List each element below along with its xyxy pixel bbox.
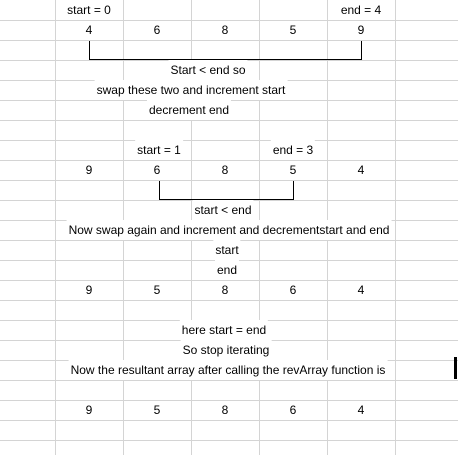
array-cell[interactable]: 6	[153, 163, 161, 177]
array-cell[interactable]: 9	[85, 403, 93, 417]
array-cell[interactable]: 9	[357, 23, 365, 37]
note-text: decrement end	[147, 100, 231, 120]
note-text: end	[215, 260, 239, 280]
array-cell[interactable]: 5	[153, 283, 161, 297]
swap-bracket-left	[159, 181, 160, 199]
array-cell[interactable]: 4	[357, 403, 365, 417]
array-cell[interactable]: 5	[153, 403, 161, 417]
grid-row-line	[0, 160, 458, 161]
array-cell[interactable]: 8	[221, 23, 229, 37]
array-cell[interactable]: 6	[289, 403, 297, 417]
swap-bracket-right	[293, 181, 294, 199]
grid-row-line	[0, 40, 458, 41]
array-cell[interactable]: 4	[85, 23, 93, 37]
note-text: Start < end so	[168, 60, 247, 80]
start-index-label: start = 1	[135, 140, 183, 160]
array-cell[interactable]: 8	[221, 403, 229, 417]
grid-row-line	[0, 300, 458, 301]
grid-row-line	[0, 120, 458, 121]
array-cell[interactable]: 9	[85, 283, 93, 297]
array-cell[interactable]: 9	[85, 163, 93, 177]
swap-bracket-right	[361, 41, 362, 59]
grid-row-line	[0, 420, 458, 421]
array-cell[interactable]: 8	[221, 163, 229, 177]
grid-row-line	[0, 440, 458, 441]
array-cell[interactable]: 5	[289, 23, 297, 37]
array-cell[interactable]: 4	[357, 163, 365, 177]
note-text: swap these two and increment start	[95, 80, 288, 100]
array-cell[interactable]: 6	[153, 23, 161, 37]
grid-row-line	[0, 20, 458, 21]
array-cell[interactable]: 6	[289, 283, 297, 297]
cell-cursor-marker	[454, 357, 457, 379]
array-cell[interactable]: 5	[289, 163, 297, 177]
grid-column-line	[395, 0, 396, 455]
grid-row-line	[0, 280, 458, 281]
grid-row-line	[0, 180, 458, 181]
swap-bracket-left	[89, 41, 90, 59]
array-cell[interactable]: 8	[221, 283, 229, 297]
grid-row-line	[0, 400, 458, 401]
start-index-label: start = 0	[65, 0, 113, 20]
grid-row-line	[0, 140, 458, 141]
note-text: here start = end	[180, 320, 268, 340]
note-text: start	[213, 240, 240, 260]
grid-row-line	[0, 380, 458, 381]
grid-column-line	[55, 0, 56, 455]
note-text: So stop iterating	[181, 340, 272, 360]
end-index-label: end = 3	[271, 140, 315, 160]
note-text: Now swap again and increment and decrementstart and end	[67, 220, 392, 240]
note-text: start < end	[192, 200, 253, 220]
end-index-label: end = 4	[339, 0, 383, 20]
array-cell[interactable]: 4	[357, 283, 365, 297]
note-text: Now the resultant array after calling the revArray function is	[69, 360, 388, 380]
